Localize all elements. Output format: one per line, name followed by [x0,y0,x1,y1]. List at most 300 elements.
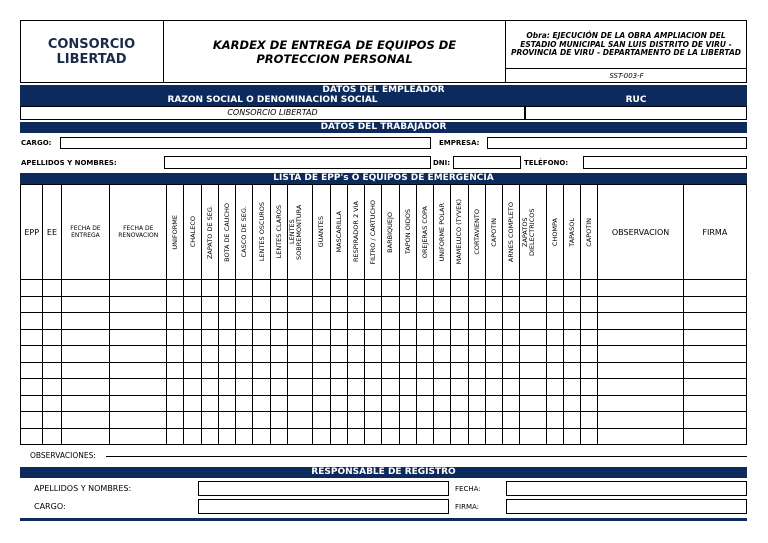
table-cell[interactable] [347,412,364,429]
table-cell[interactable] [399,428,416,445]
table-cell[interactable] [43,329,61,346]
table-cell[interactable] [399,379,416,396]
table-cell[interactable] [546,379,563,396]
table-cell[interactable] [503,379,520,396]
table-cell[interactable] [347,296,364,313]
table-cell[interactable] [382,362,399,379]
table-cell[interactable] [546,280,563,297]
table-cell[interactable] [253,395,270,412]
table-cell[interactable] [167,296,184,313]
table-cell[interactable] [503,346,520,363]
table-cell[interactable] [598,329,683,346]
table-cell[interactable] [218,395,235,412]
table-cell[interactable] [416,313,433,330]
table-cell[interactable] [581,412,598,429]
table-cell[interactable] [399,395,416,412]
table-cell[interactable] [365,428,382,445]
table-cell[interactable] [434,412,451,429]
table-cell[interactable] [313,346,330,363]
table-cell[interactable] [167,280,184,297]
table-cell[interactable] [43,362,61,379]
table-cell[interactable] [683,313,746,330]
table-cell[interactable] [451,296,468,313]
table-cell[interactable] [468,412,485,429]
table-cell[interactable] [110,395,167,412]
table-cell[interactable] [416,379,433,396]
table-cell[interactable] [218,280,235,297]
table-cell[interactable] [581,362,598,379]
table-cell[interactable] [416,362,433,379]
table-cell[interactable] [21,395,43,412]
table-cell[interactable] [382,296,399,313]
table-cell[interactable] [683,362,746,379]
table-cell[interactable] [218,313,235,330]
table-cell[interactable] [201,296,218,313]
table-cell[interactable] [581,313,598,330]
table-cell[interactable] [382,428,399,445]
table-cell[interactable] [399,313,416,330]
table-cell[interactable] [218,329,235,346]
table-cell[interactable] [313,412,330,429]
table-cell[interactable] [546,346,563,363]
table-cell[interactable] [201,280,218,297]
table-cell[interactable] [683,379,746,396]
table-cell[interactable] [287,346,312,363]
table-cell[interactable] [21,280,43,297]
table-cell[interactable] [61,428,110,445]
table-cell[interactable] [253,428,270,445]
table-cell[interactable] [563,280,580,297]
table-cell[interactable] [683,428,746,445]
table-cell[interactable] [563,379,580,396]
table-cell[interactable] [330,280,347,297]
table-cell[interactable] [21,346,43,363]
table-cell[interactable] [485,395,502,412]
table-cell[interactable] [683,296,746,313]
table-cell[interactable] [167,313,184,330]
table-cell[interactable] [21,329,43,346]
table-cell[interactable] [270,346,287,363]
table-cell[interactable] [581,395,598,412]
table-cell[interactable] [330,395,347,412]
table-cell[interactable] [110,412,167,429]
table-cell[interactable] [451,362,468,379]
table-cell[interactable] [503,313,520,330]
table-cell[interactable] [581,428,598,445]
table-cell[interactable] [270,428,287,445]
table-cell[interactable] [503,412,520,429]
table-cell[interactable] [330,296,347,313]
table-cell[interactable] [468,313,485,330]
table-cell[interactable] [416,428,433,445]
table-cell[interactable] [201,412,218,429]
table-cell[interactable] [253,379,270,396]
table-cell[interactable] [683,329,746,346]
table-cell[interactable] [184,428,201,445]
table-cell[interactable] [347,329,364,346]
table-cell[interactable] [21,379,43,396]
table-cell[interactable] [330,379,347,396]
table-cell[interactable] [287,428,312,445]
table-cell[interactable] [451,395,468,412]
table-cell[interactable] [184,395,201,412]
table-cell[interactable] [313,395,330,412]
table-cell[interactable] [313,329,330,346]
table-cell[interactable] [287,362,312,379]
table-cell[interactable] [287,280,312,297]
table-cell[interactable] [520,346,546,363]
table-cell[interactable] [581,329,598,346]
ruc-value[interactable] [525,106,747,120]
table-cell[interactable] [61,280,110,297]
table-cell[interactable] [451,280,468,297]
table-cell[interactable] [546,313,563,330]
table-cell[interactable] [330,428,347,445]
table-cell[interactable] [683,346,746,363]
table-cell[interactable] [520,280,546,297]
table-cell[interactable] [520,428,546,445]
table-cell[interactable] [236,362,253,379]
table-cell[interactable] [21,296,43,313]
table-cell[interactable] [61,346,110,363]
table-cell[interactable] [270,280,287,297]
table-cell[interactable] [365,296,382,313]
table-cell[interactable] [253,346,270,363]
table-cell[interactable] [563,412,580,429]
table-cell[interactable] [520,296,546,313]
table-cell[interactable] [451,329,468,346]
table-cell[interactable] [520,313,546,330]
table-cell[interactable] [110,379,167,396]
table-cell[interactable] [253,412,270,429]
table-cell[interactable] [520,329,546,346]
table-cell[interactable] [468,379,485,396]
table-cell[interactable] [218,412,235,429]
table-cell[interactable] [503,329,520,346]
table-cell[interactable] [683,395,746,412]
table-cell[interactable] [485,313,502,330]
table-cell[interactable] [184,346,201,363]
table-cell[interactable] [110,280,167,297]
table-cell[interactable] [184,412,201,429]
table-cell[interactable] [167,362,184,379]
table-cell[interactable] [270,412,287,429]
table-cell[interactable] [287,296,312,313]
table-cell[interactable] [434,296,451,313]
table-cell[interactable] [451,428,468,445]
table-cell[interactable] [546,395,563,412]
table-cell[interactable] [201,395,218,412]
observaciones-line[interactable] [106,456,747,457]
table-cell[interactable] [598,428,683,445]
table-cell[interactable] [451,379,468,396]
table-cell[interactable] [330,412,347,429]
table-cell[interactable] [563,395,580,412]
table-cell[interactable] [110,346,167,363]
table-cell[interactable] [61,395,110,412]
telefono-field[interactable] [583,156,747,169]
table-cell[interactable] [313,379,330,396]
table-cell[interactable] [546,412,563,429]
table-cell[interactable] [451,412,468,429]
table-cell[interactable] [330,313,347,330]
nombres-field[interactable] [164,156,431,169]
table-cell[interactable] [236,280,253,297]
table-cell[interactable] [598,412,683,429]
table-cell[interactable] [434,362,451,379]
table-cell[interactable] [485,329,502,346]
table-cell[interactable] [270,362,287,379]
table-cell[interactable] [330,346,347,363]
table-cell[interactable] [253,329,270,346]
table-cell[interactable] [270,313,287,330]
table-cell[interactable] [598,395,683,412]
table-cell[interactable] [451,346,468,363]
table-cell[interactable] [347,362,364,379]
table-cell[interactable] [434,313,451,330]
table-cell[interactable] [61,362,110,379]
table-cell[interactable] [236,296,253,313]
table-cell[interactable] [520,395,546,412]
table-cell[interactable] [598,280,683,297]
table-cell[interactable] [347,280,364,297]
table-cell[interactable] [313,280,330,297]
table-cell[interactable] [598,362,683,379]
table-cell[interactable] [167,379,184,396]
table-cell[interactable] [399,296,416,313]
table-cell[interactable] [520,412,546,429]
table-cell[interactable] [218,379,235,396]
table-cell[interactable] [184,280,201,297]
table-cell[interactable] [520,362,546,379]
table-cell[interactable] [43,379,61,396]
table-cell[interactable] [468,346,485,363]
table-cell[interactable] [201,428,218,445]
table-cell[interactable] [330,362,347,379]
table-cell[interactable] [236,428,253,445]
table-cell[interactable] [563,313,580,330]
table-cell[interactable] [399,329,416,346]
table-cell[interactable] [581,280,598,297]
table-cell[interactable] [110,362,167,379]
table-cell[interactable] [382,412,399,429]
table-cell[interactable] [416,346,433,363]
table-cell[interactable] [21,313,43,330]
table-cell[interactable] [563,296,580,313]
table-cell[interactable] [365,395,382,412]
table-cell[interactable] [382,379,399,396]
table-cell[interactable] [201,379,218,396]
table-cell[interactable] [184,362,201,379]
table-cell[interactable] [61,329,110,346]
table-cell[interactable] [347,428,364,445]
table-cell[interactable] [184,313,201,330]
table-cell[interactable] [43,395,61,412]
table-cell[interactable] [382,346,399,363]
table-cell[interactable] [382,313,399,330]
table-cell[interactable] [287,379,312,396]
table-cell[interactable] [61,296,110,313]
table-cell[interactable] [365,379,382,396]
table-cell[interactable] [218,296,235,313]
table-cell[interactable] [485,346,502,363]
table-cell[interactable] [485,280,502,297]
table-cell[interactable] [347,313,364,330]
table-cell[interactable] [253,280,270,297]
table-cell[interactable] [598,313,683,330]
table-cell[interactable] [503,395,520,412]
table-cell[interactable] [313,428,330,445]
table-cell[interactable] [287,412,312,429]
table-cell[interactable] [287,313,312,330]
table-cell[interactable] [218,362,235,379]
table-cell[interactable] [167,346,184,363]
table-cell[interactable] [563,428,580,445]
table-cell[interactable] [581,379,598,396]
table-cell[interactable] [416,412,433,429]
table-cell[interactable] [365,329,382,346]
resp-cargo-field[interactable] [198,499,449,514]
table-cell[interactable] [270,296,287,313]
table-cell[interactable] [416,329,433,346]
table-cell[interactable] [434,346,451,363]
table-cell[interactable] [581,346,598,363]
table-cell[interactable] [110,329,167,346]
table-cell[interactable] [236,313,253,330]
table-cell[interactable] [416,280,433,297]
table-cell[interactable] [399,412,416,429]
table-cell[interactable] [382,395,399,412]
table-cell[interactable] [61,313,110,330]
table-cell[interactable] [21,362,43,379]
table-cell[interactable] [218,346,235,363]
table-cell[interactable] [365,412,382,429]
table-cell[interactable] [236,412,253,429]
table-cell[interactable] [110,313,167,330]
table-cell[interactable] [313,313,330,330]
table-cell[interactable] [167,395,184,412]
table-cell[interactable] [563,346,580,363]
table-cell[interactable] [365,346,382,363]
table-cell[interactable] [598,296,683,313]
table-cell[interactable] [287,395,312,412]
table-cell[interactable] [167,329,184,346]
table-cell[interactable] [382,280,399,297]
table-cell[interactable] [503,280,520,297]
resp-firma-field[interactable] [506,499,747,514]
table-cell[interactable] [468,362,485,379]
table-cell[interactable] [61,412,110,429]
table-cell[interactable] [468,280,485,297]
table-cell[interactable] [21,428,43,445]
table-cell[interactable] [451,313,468,330]
table-cell[interactable] [43,412,61,429]
resp-nombres-field[interactable] [198,481,449,496]
table-cell[interactable] [201,346,218,363]
table-cell[interactable] [365,362,382,379]
table-cell[interactable] [503,362,520,379]
resp-fecha-field[interactable] [506,481,747,496]
table-cell[interactable] [236,329,253,346]
table-cell[interactable] [434,329,451,346]
table-cell[interactable] [184,379,201,396]
table-cell[interactable] [347,379,364,396]
table-cell[interactable] [201,362,218,379]
table-cell[interactable] [468,428,485,445]
table-cell[interactable] [434,379,451,396]
table-cell[interactable] [365,313,382,330]
table-cell[interactable] [546,296,563,313]
table-cell[interactable] [201,329,218,346]
table-cell[interactable] [236,395,253,412]
table-cell[interactable] [416,296,433,313]
table-cell[interactable] [485,412,502,429]
table-cell[interactable] [201,313,218,330]
table-cell[interactable] [434,428,451,445]
table-cell[interactable] [468,329,485,346]
table-cell[interactable] [236,379,253,396]
table-cell[interactable] [503,428,520,445]
table-cell[interactable] [581,296,598,313]
table-cell[interactable] [347,395,364,412]
table-cell[interactable] [43,296,61,313]
table-cell[interactable] [347,346,364,363]
table-cell[interactable] [313,296,330,313]
table-cell[interactable] [43,313,61,330]
table-cell[interactable] [270,379,287,396]
table-cell[interactable] [399,346,416,363]
cargo-field[interactable] [60,137,431,149]
table-cell[interactable] [563,329,580,346]
table-cell[interactable] [563,362,580,379]
table-cell[interactable] [270,395,287,412]
table-cell[interactable] [110,296,167,313]
table-cell[interactable] [598,379,683,396]
table-cell[interactable] [218,428,235,445]
table-cell[interactable] [434,395,451,412]
table-cell[interactable] [167,428,184,445]
table-cell[interactable] [546,329,563,346]
table-cell[interactable] [485,379,502,396]
table-cell[interactable] [416,395,433,412]
table-cell[interactable] [683,280,746,297]
table-cell[interactable] [382,329,399,346]
table-cell[interactable] [434,280,451,297]
table-cell[interactable] [598,346,683,363]
table-cell[interactable] [43,280,61,297]
table-cell[interactable] [520,379,546,396]
table-cell[interactable] [253,362,270,379]
table-cell[interactable] [468,395,485,412]
table-cell[interactable] [270,329,287,346]
table-cell[interactable] [365,280,382,297]
table-cell[interactable] [167,412,184,429]
table-cell[interactable] [61,379,110,396]
table-cell[interactable] [503,296,520,313]
table-cell[interactable] [546,428,563,445]
table-cell[interactable] [184,329,201,346]
table-cell[interactable] [43,428,61,445]
table-cell[interactable] [399,280,416,297]
table-cell[interactable] [485,296,502,313]
table-cell[interactable] [546,362,563,379]
table-cell[interactable] [485,362,502,379]
table-cell[interactable] [330,329,347,346]
table-cell[interactable] [253,296,270,313]
table-cell[interactable] [184,296,201,313]
table-cell[interactable] [110,428,167,445]
table-cell[interactable] [683,412,746,429]
